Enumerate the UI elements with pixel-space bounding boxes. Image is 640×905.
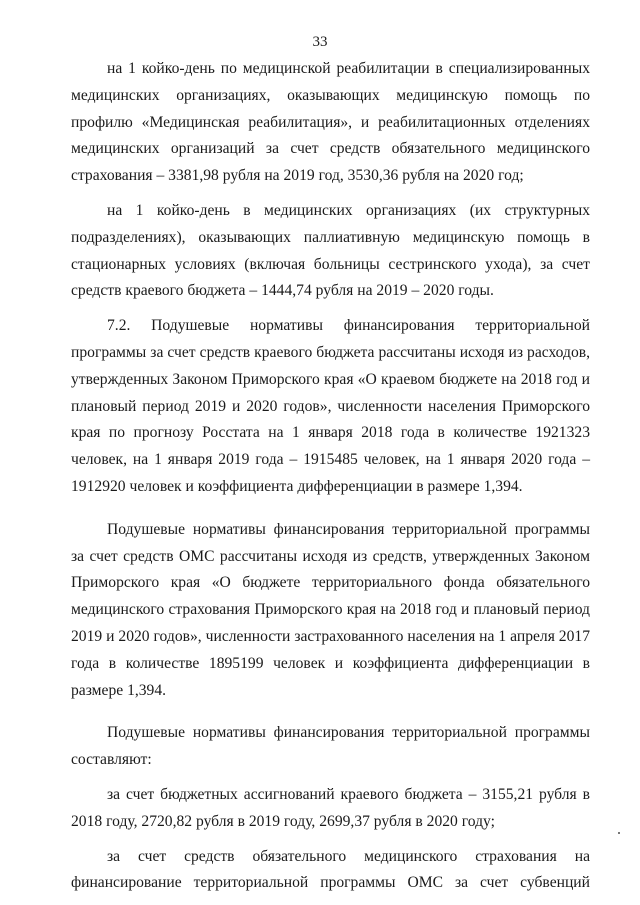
paragraph-norms-intro: Подушевые нормативы финансирования территориальной программы составляют:	[71, 724, 590, 769]
scan-speck	[618, 832, 620, 834]
paragraph-regional-budget: за счет бюджетных ассигнований краевого бюджета – 3155,21 рубля в 2018 году, 2720,82 рубля в 2019 году, 2699,37 рубля в 2020 году;	[71, 785, 590, 830]
paragraph-oms-subventions: за счет средств обязательного медицинского страхования на финансирование территориальной программы ОМС за счет субвенций	[71, 847, 590, 892]
document-body	[71, 56, 590, 897]
paragraph-palliative-bed-day: на 1 койко-день в медицинских организациях (их структурных подразделениях), оказывающих паллиативную медицинскую помощь в стационарных условиях (включая больницы сестринского ухода), за счет средств краевого бюджета – 1444,74 рубля на 2019 – 2020 годы.	[71, 201, 590, 300]
paragraph-section-7-2: 7.2. Подушевые нормативы финансирования территориальной программы за счет средств краевого бюджета рассчитаны исходя из расходов, утвержденных Законом Приморского края «О краевом бюджете на 2018 год и плановый период 2019 и 2020 годов», численности населения Приморского края по прогнозу Росстата на 1 января 2018 года в количестве 1921323 человек, на 1 января 2019 года – 1915485 человек, на 1 января 2020 года –1912920 человек и коэффициента дифференциации в размере 1,394.	[71, 317, 590, 495]
paragraph-oms-norms: Подушевые нормативы финансирования территориальной программы за счет средств ОМС рассчитаны исходя из средств, утвержденных Законом Приморского края «О бюджете территориального фонда обязательного медицинского страхования Приморского края на 2018 год и плановый период 2019 и 2020 годов», численности застрахованного населения на 1 апреля 2017 года в количестве 1895199 человек и коэффициента дифференциации в размере 1,394.	[71, 520, 590, 699]
page-number: 33	[312, 34, 328, 50]
paragraph-rehab-bed-day: на 1 койко-день по медицинской реабилитации в специализированных медицинских организациях, оказывающих медицинскую помощь по профилю «Медицинская реабилитация», и реабилитационных отделениях медицинских организаций за счет средств обязательного медицинского страхования – 3381,98 рубля на 2019 год, 3530,36 рубля на 2020 год;	[71, 60, 590, 185]
